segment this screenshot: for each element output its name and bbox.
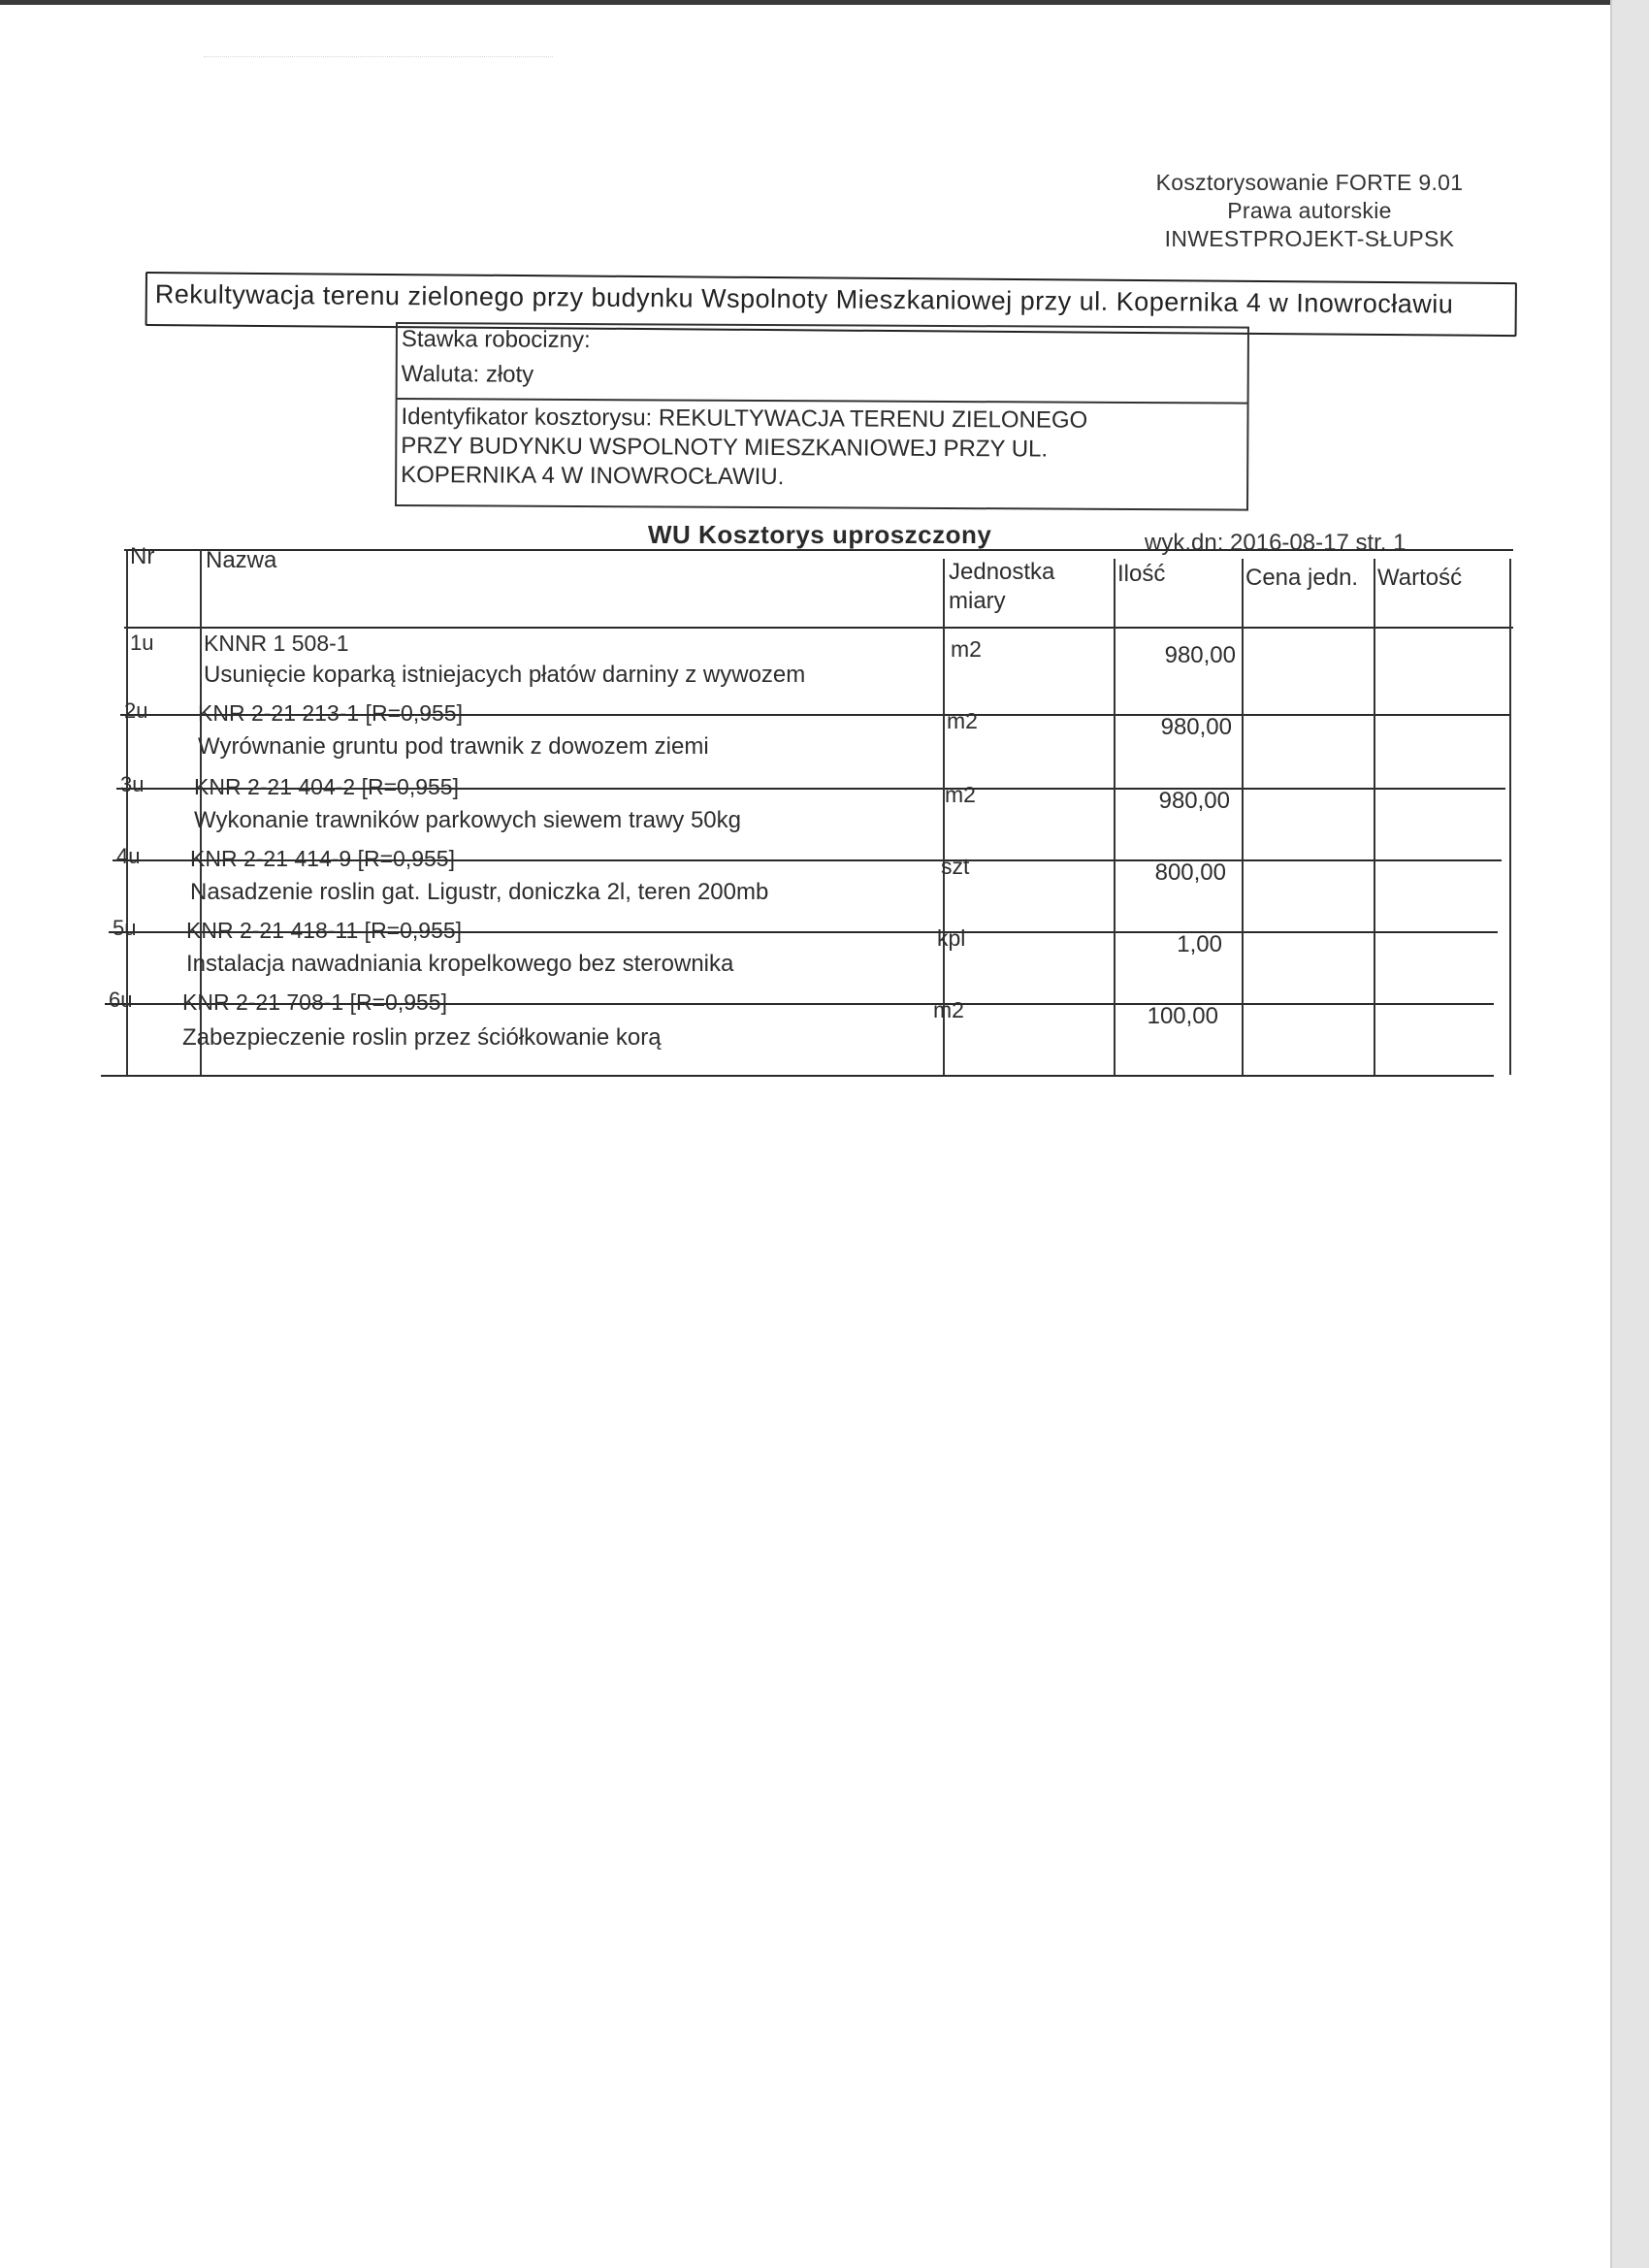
row-5-unit: kpl <box>937 925 966 951</box>
labor-rate-label: Stawka robocizny: <box>401 326 591 354</box>
header-jednostka: Jednostka <box>949 559 1055 585</box>
row-4-unit: szt <box>941 854 970 879</box>
row-2-code: KNR 2-21 213-1 [R=0,955] <box>198 700 463 726</box>
row-3-unit: m2 <box>945 782 976 807</box>
row-3-nr: 3u <box>120 772 145 796</box>
jednostka-column-rule <box>1114 559 1116 1075</box>
document-title: Rekultywacja terenu zielonego przy budynku Wspolnoty Mieszkaniowej przy ul. Kopernika 4 w Inowrocławiu <box>154 279 1454 319</box>
estimate-id-line-1: Identyfikator kosztorysu: REKULTYWACJA TERENU ZIELONEGO <box>401 404 1088 434</box>
row-3-description: Wykonanie trawników parkowych siewem trawy 50kg <box>194 807 741 833</box>
row-6-code: KNR 2-21 708-1 [R=0,955] <box>182 989 447 1015</box>
row-4-nr: 4u <box>116 844 141 868</box>
header-cena: Cena jedn. <box>1245 565 1359 591</box>
table-right-rule <box>1509 559 1511 1075</box>
row-2-description: Wyrównanie gruntu pod trawnik z dowozem ziemi <box>198 733 709 760</box>
row-4-quantity: 800,00 <box>1154 859 1226 886</box>
row-6-nr: 6u <box>109 988 133 1012</box>
row-1-description: Usunięcie koparką istniejacych płatów darniny z wywozem <box>204 662 806 688</box>
row-6-quantity: 100,00 <box>1147 1003 1218 1029</box>
header-wartosc: Wartość <box>1377 565 1463 591</box>
row-2-nr: 2u <box>124 698 148 723</box>
software-name: Kosztorysowanie FORTE 9.01 <box>1155 170 1464 195</box>
row-2-quantity: 980,00 <box>1160 714 1232 740</box>
row-3-quantity: 980,00 <box>1158 788 1230 814</box>
row-5-quantity: 1,00 <box>1177 931 1222 957</box>
row-2-unit: m2 <box>947 708 978 733</box>
row-5-nr: 5u <box>113 916 137 940</box>
row-5-description: Instalacja nawadniania kropelkowego bez sterownika <box>186 951 734 977</box>
row-6-unit: m2 <box>933 997 964 1022</box>
row-1-quantity: 980,00 <box>1164 642 1236 668</box>
row-1-unit: m2 <box>951 636 982 662</box>
currency-label: Waluta: złoty <box>401 361 534 388</box>
header-nr: Nr <box>130 543 155 569</box>
row-3-code: KNR 2-21 404-2 [R=0,955] <box>194 774 459 799</box>
table-top-rule <box>124 549 1513 551</box>
estimate-id-line-3: KOPERNIKA 4 W INOWROCŁAWIU. <box>401 462 785 491</box>
company-name: INWESTPROJEKT-SŁUPSK <box>1164 226 1455 251</box>
cena-column-rule <box>1374 559 1375 1075</box>
header-bottom-rule <box>124 627 1513 629</box>
row-4-description: Nasadzenie roslin gat. Ligustr, doniczka 2l, teren 200mb <box>190 879 769 905</box>
row-5-code: KNR 2-21 418-11 [R=0,955] <box>186 918 463 943</box>
table-bottom-rule <box>101 1075 1494 1077</box>
row-1-nr: 1u <box>130 631 154 655</box>
ilosc-column-rule <box>1242 559 1244 1075</box>
header-ilosc: Ilość <box>1117 561 1166 587</box>
row-1-code: KNNR 1 508-1 <box>204 631 349 656</box>
header-nazwa: Nazwa <box>206 547 277 573</box>
date-and-page: wyk.dn: 2016-08-17 str. 1 <box>1145 530 1406 556</box>
copyright-label: Prawa autorskie <box>1227 198 1392 223</box>
row-4-code: KNR 2-21 414-9 [R=0,955] <box>190 846 455 871</box>
estimate-type-title: WU Kosztorys uproszczony <box>648 520 992 549</box>
row-6-description: Zabezpieczenie roslin przez ściółkowanie korą <box>182 1024 662 1051</box>
header-miary: miary <box>949 588 1006 614</box>
estimate-id-line-2: PRZY BUDYNKU WSPOLNOTY MIESZKANIOWEJ PRZY UL. <box>401 433 1049 463</box>
